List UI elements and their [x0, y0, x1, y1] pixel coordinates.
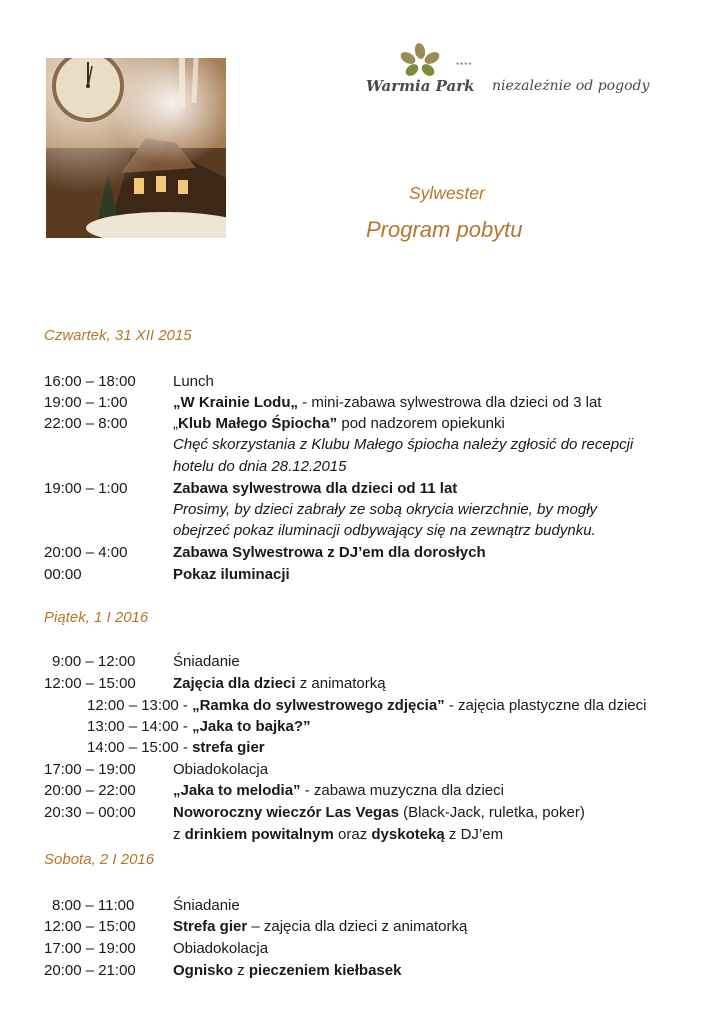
time-range: 8:00 – 11:00 — [52, 897, 135, 914]
flower-logo-icon — [398, 42, 442, 82]
time-range: 9:00 – 12:00 — [52, 653, 136, 670]
activity: Lunch — [173, 373, 214, 390]
activity: Pokaz iluminacji — [173, 566, 290, 583]
activity: Strefa gier – zajęcia dla dzieci z animatorką — [173, 918, 468, 935]
time-range: 16:00 – 18:00 — [44, 373, 136, 390]
hotel-stars: **** — [456, 61, 473, 70]
time-range: 20:30 – 00:00 — [44, 804, 136, 821]
activity: Obiadokolacja — [173, 761, 269, 778]
activity: Zabawa sylwestrowa dla dzieci od 11 lat — [173, 480, 458, 497]
activity: „W Krainie Lodu„ - mini-zabawa sylwestrowa dla dzieci od 3 lat — [173, 394, 602, 411]
time-range: 12:00 – 15:00 — [44, 918, 136, 935]
new-year-photo — [46, 58, 226, 238]
activity: „Jaka to melodia” - zabawa muzyczna dla dzieci — [173, 782, 504, 799]
time-range: 20:00 – 22:00 — [44, 782, 136, 799]
activity: Ognisko z pieczeniem kiełbasek — [173, 962, 402, 979]
logo-tagline: niezależnie od pogody — [492, 78, 650, 94]
time-range: 00:00 — [44, 566, 82, 583]
page-title: Program pobytu — [366, 217, 523, 242]
activity: Śniadanie — [173, 653, 240, 670]
time-range: 17:00 – 19:00 — [44, 940, 136, 957]
sub-time-range: 14:00 – 15:00 - — [87, 739, 193, 756]
activity: Zabawa Sylwestrowa z DJ’em dla dorosłych — [173, 544, 486, 561]
activity: z drinkiem powitalnym oraz dyskoteką z DJ’em — [173, 826, 504, 843]
time-range: 19:00 – 1:00 — [44, 480, 128, 497]
sub-time-range: 12:00 – 13:00 - — [87, 697, 193, 714]
time-range: 12:00 – 15:00 — [44, 675, 136, 692]
time-range: 17:00 – 19:00 — [44, 761, 136, 778]
activity: Śniadanie — [173, 897, 240, 914]
day-heading-thursday: Czwartek, 31 XII 2015 — [44, 327, 192, 344]
time-range: 22:00 – 8:00 — [44, 415, 128, 432]
day-heading-saturday: Sobota, 2 I 2016 — [44, 851, 155, 868]
activity: „Klub Małego Śpiocha” pod nadzorem opiekunki — [173, 415, 505, 432]
sub-time-range: 13:00 – 14:00 - — [87, 718, 193, 735]
time-range: 20:00 – 4:00 — [44, 544, 128, 561]
activity: Zajęcia dla dzieci z animatorką — [173, 675, 386, 692]
activity: Noworoczny wieczór Las Vegas (Black-Jack, ruletka, poker) — [173, 804, 585, 821]
day-heading-friday: Piątek, 1 I 2016 — [44, 609, 149, 626]
time-range: 19:00 – 1:00 — [44, 394, 128, 411]
warmia-park-logo — [364, 42, 684, 102]
logo-brand-name: Warmia Park — [366, 77, 475, 95]
event-subtitle: Sylwester — [409, 183, 485, 203]
activity: Obiadokolacja — [173, 940, 269, 957]
time-range: 20:00 – 21:00 — [44, 962, 136, 979]
